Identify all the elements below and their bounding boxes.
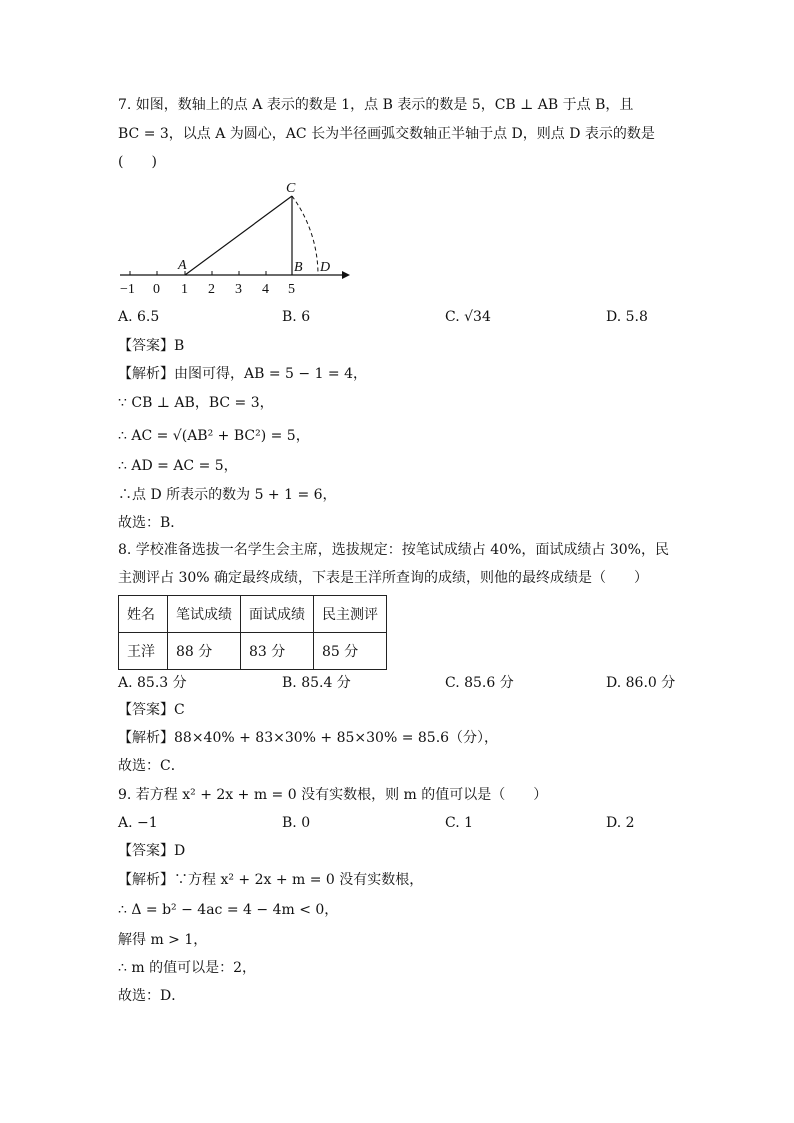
q7-option-c: C. √34 — [445, 309, 491, 325]
q7-solution-line: 故选：B． — [118, 515, 185, 531]
q7-answer: 【答案】B — [118, 338, 185, 354]
q9-option-a: A. −1 — [118, 815, 158, 831]
q7-solution-line: ∵ CB ⊥ AB，BC = 3， — [118, 395, 274, 411]
q9-option-d: D. 2 — [606, 815, 635, 831]
axis-arrow — [342, 271, 350, 279]
segment-ac — [185, 196, 292, 275]
table-cell: 王洋 — [119, 633, 168, 670]
q7-stem-line3: ( ) — [118, 154, 157, 170]
q7-option-d: D. 5.8 — [606, 309, 648, 325]
q8-solution-line: 【解析】88×40% + 83×30% + 85×30% = 85.6（分）， — [118, 730, 499, 746]
q7-stem-line1: 7. 如图，数轴上的点 A 表示的数是 1，点 B 表示的数是 5，CB ⊥ AB 于点 B，且 — [118, 97, 634, 113]
q8-option-c: C. 85.6 分 — [445, 675, 514, 691]
tick-label: 3 — [235, 282, 242, 297]
q7-option-a: A. 6.5 — [118, 309, 160, 325]
q7-number-line-figure — [110, 178, 360, 298]
q9-answer: 【答案】D — [118, 843, 186, 859]
q9-option-c: C. 1 — [445, 815, 474, 831]
table-header-cell: 笔试成绩 — [168, 596, 241, 633]
q8-option-b: B. 85.4 分 — [282, 675, 351, 691]
q8-score-table — [118, 595, 387, 670]
q8-solution-line: 故选：C． — [118, 758, 185, 774]
label-b: B — [294, 260, 303, 275]
tick-label: −1 — [120, 282, 135, 297]
label-c: C — [286, 181, 296, 196]
table-header-cell: 面试成绩 — [241, 596, 314, 633]
q8-option-a: A. 85.3 分 — [118, 675, 187, 691]
q8-stem-line2: 主测评占 30% 确定最终成绩，下表是王洋所查询的成绩，则他的最终成绩是（ ） — [118, 570, 649, 586]
q8-answer: 【答案】C — [118, 702, 185, 718]
q7-stem-line2: BC = 3，以点 A 为圆心，AC 长为半径画弧交数轴正半轴于点 D，则点 D 表示的数是 — [118, 126, 655, 142]
label-d: D — [320, 260, 331, 275]
q9-stem-line1: 9. 若方程 x² + 2x + m = 0 没有实数根，则 m 的值可以是（ ） — [118, 787, 548, 803]
table-cell: 83 分 — [241, 633, 314, 670]
table-row — [119, 633, 387, 670]
q9-solution-line: ∴ Δ = b² − 4ac = 4 − 4m < 0， — [118, 902, 339, 918]
tick-label: 1 — [181, 282, 188, 297]
label-a: A — [178, 258, 187, 273]
q9-solution-line: 解得 m > 1， — [118, 932, 208, 948]
q8-stem-line1: 8. 学校准备选拔一名学生会主席，选拔规定：按笔试成绩占 40%，面试成绩占 30%，民 — [118, 542, 669, 558]
q9-solution-line: 【解析】∵方程 x² + 2x + m = 0 没有实数根， — [118, 872, 424, 888]
table-header-row — [119, 596, 387, 633]
q7-solution-line: ∴ AC = √(AB² + BC²) = 5， — [118, 428, 310, 444]
q9-solution-line: 故选：D． — [118, 988, 186, 1004]
table-header-cell: 姓名 — [119, 596, 168, 633]
q7-option-b: B. 6 — [282, 309, 311, 325]
tick-label: 5 — [288, 282, 295, 297]
q9-solution-line: ∴ m 的值可以是：2， — [118, 960, 256, 976]
q7-solution-line: ∴点 D 所表示的数为 5 + 1 = 6， — [118, 487, 337, 503]
q8-option-d: D. 86.0 分 — [606, 675, 676, 691]
q7-solution-line: 【解析】由图可得，AB = 5 − 1 = 4， — [118, 366, 368, 382]
table-header-cell: 民主测评 — [314, 596, 387, 633]
q7-solution-line: ∴ AD = AC = 5， — [118, 458, 238, 474]
q9-option-b: B. 0 — [282, 815, 311, 831]
tick-label: 2 — [208, 282, 215, 297]
tick-label: 0 — [153, 282, 160, 297]
tick-label: 4 — [262, 282, 269, 297]
table-cell: 88 分 — [168, 633, 241, 670]
table-cell: 85 分 — [314, 633, 387, 670]
